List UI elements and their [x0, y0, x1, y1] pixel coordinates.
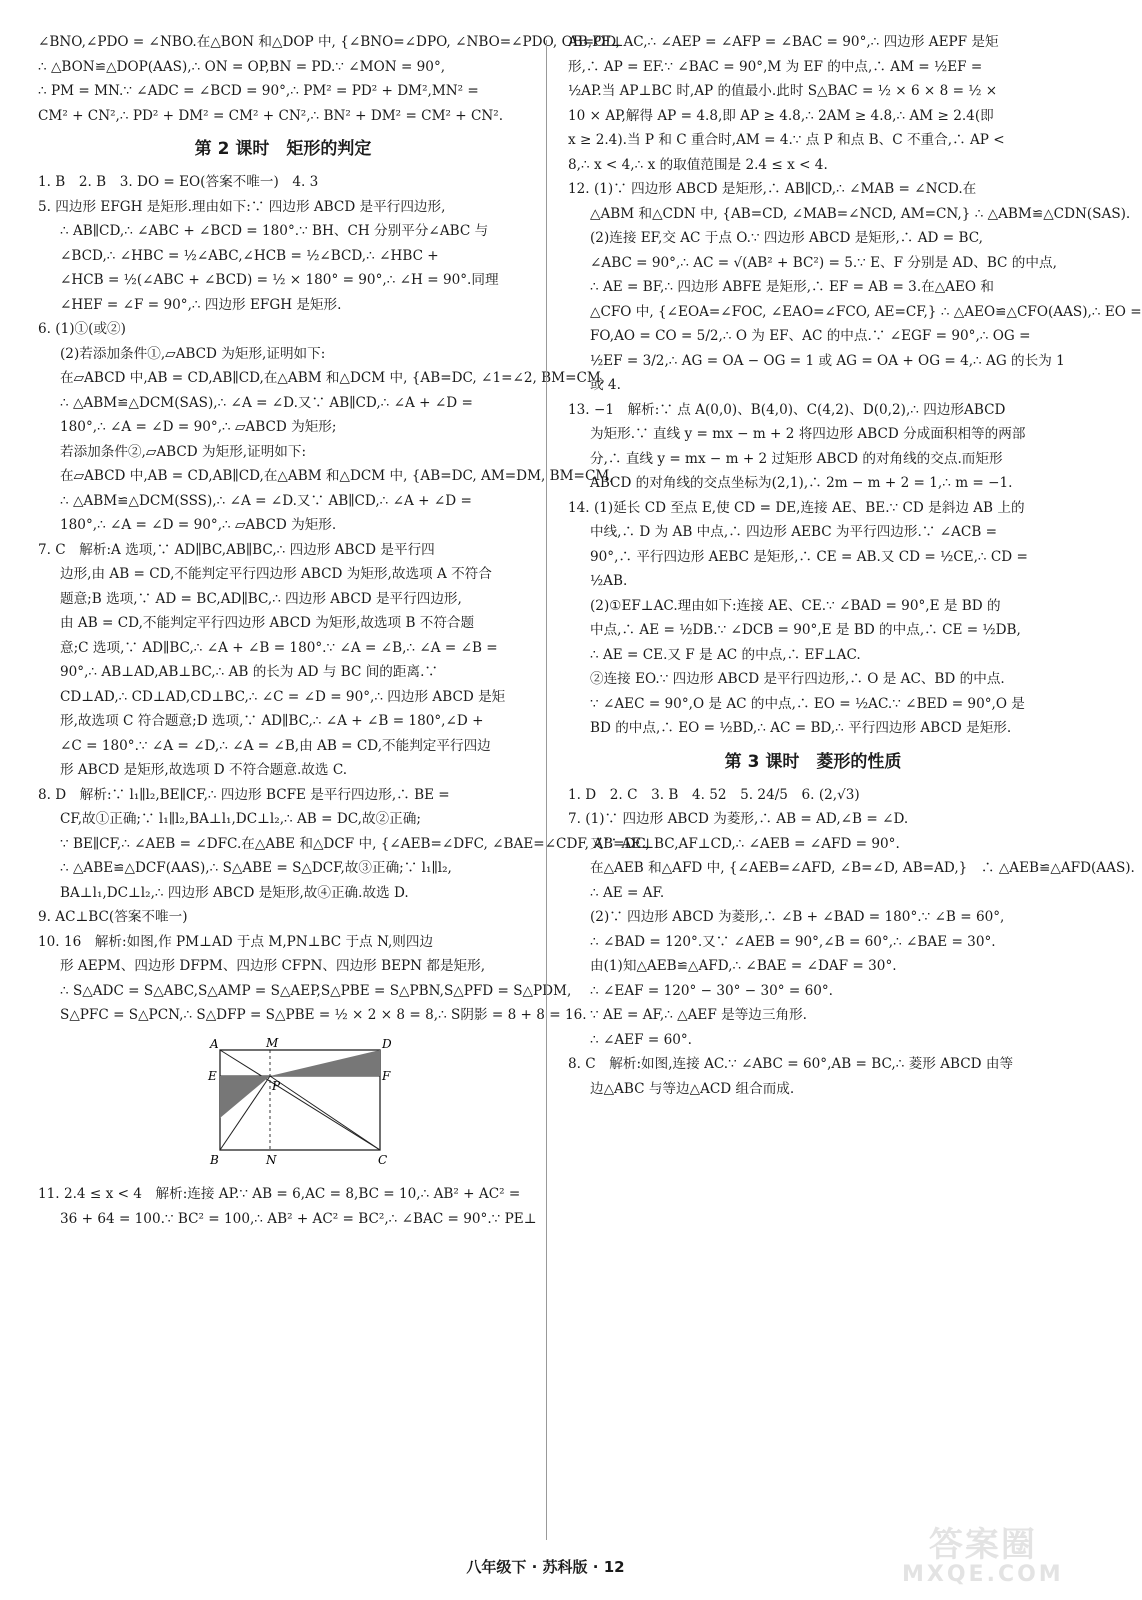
text-line: 若添加条件②,▱ABCD 为矩形,证明如下:	[60, 443, 307, 460]
text-line: 5. 四边形 EFGH 是矩形.理由如下:∵ 四边形 ABCD 是平行四边形,	[38, 198, 446, 215]
text-line: 6. (1)①(或②)	[38, 321, 126, 337]
rectangle-figure	[208, 1035, 392, 1168]
text-line: BD 的中点,∴ EO = ½BD,∴ AC = BD,∴ 平行四边形 ABCD 是矩形.	[590, 720, 1012, 736]
text-line: 形 ABCD 是矩形,故选项 D 不符合题意.故选 C.	[60, 762, 348, 778]
text-line: ABCD 的对角线的交点坐标为(2,1),∴ 2m − m + 2 = 1,∴ m = −1.	[590, 475, 1013, 491]
text-line: 由 AB = CD,不能判定平行四边形 ABCD 为矩形,故选项 B 不符合题	[60, 615, 475, 631]
fig-label: M	[266, 1035, 279, 1050]
text-line: AB,PF⊥AC,∴ ∠AEP = ∠AFP = ∠BAC = 90°,∴ 四边形 AEPF 是矩	[568, 34, 999, 50]
text-line: 10. 16 解析:如图,作 PM⊥AD 于点 M,PN⊥BC 于点 N,则四边	[38, 933, 434, 950]
text-line: ∵ ∠AEC = 90°,O 是 AC 的中点,∴ EO = ½AC.∵ ∠BED = 90°,O 是	[590, 695, 1025, 712]
text-line: 中点,∴ AE = ½DB.∵ ∠DCB = 90°,E 是 BD 的中点,∴ CE = ½DB,	[590, 622, 1021, 638]
text-line: 在▱ABCD 中,AB = CD,AB∥CD,在△ABM 和△DCM 中, {AB=DC, ∠1=∠2, BM=CM,	[60, 370, 606, 386]
text-line: 1. D 2. C 3. B 4. 52 5. 24/5 6. (2,√3)	[568, 786, 860, 803]
text-line: ∴ △ABM≌△DCM(SAS),∴ ∠A = ∠D.又∵ AB∥CD,∴ ∠A + ∠D =	[60, 394, 473, 411]
text-line: 又∵ AE⊥BC,AF⊥CD,∴ ∠AEB = ∠AFD = 90°.	[590, 835, 900, 852]
text-line: BA⊥l₁,DC⊥l₂,∴ 四边形 ABCD 是矩形,故④正确.故选 D.	[60, 884, 409, 901]
text-line: 14. (1)延长 CD 至点 E,使 CD = DE,连接 AE、BE.∵ CD 是斜边 AB 上的	[568, 499, 1025, 516]
text-line: 边△ABC 与等边△ACD 组合而成.	[590, 1080, 795, 1097]
text-line: 90°,∴ 平行四边形 AEBC 是矩形,∴ CE = AB.又 CD = ½CE,∴ CD =	[590, 548, 1028, 565]
text-line: x ≥ 2.4).当 P 和 C 重合时,AM = 4.∵ 点 P 和点 B、C 不重合,∴ AP <	[568, 132, 1005, 148]
text-line: △CFO 中, {∠EOA=∠FOC, ∠EAO=∠FCO, AE=CF,} ∴ △AEO≌△CFO(AAS),∴ EO =	[590, 303, 1142, 320]
text-line: CM² + CN²,∴ PD² + DM² = CM² + CN²,∴ BN² + DM² = CM² + CN².	[38, 107, 504, 124]
text-line: ∴ PM = MN.∵ ∠ADC = ∠BCD = 90°,∴ PM² = PD² + DM²,MN² =	[38, 83, 479, 99]
page-footer: 八年级下 · 苏科版 · 12	[466, 1558, 625, 1576]
text-line: ②连接 EO.∵ 四边形 ABCD 是平行四边形,∴ O 是 AC、BD 的中点.	[590, 671, 1005, 687]
text-line: ∠ABC = 90°,∴ AC = √(AB² + BC²) = 5.∵ E、F 分别是 AD、BC 的中点,	[590, 254, 1057, 271]
text-line: 7. (1)∵ 四边形 ABCD 为菱形,∴ AB = AD,∠B = ∠D.	[568, 811, 909, 827]
column-divider	[546, 40, 547, 1540]
text-line: ∴ AE = CE.又 F 是 AC 的中点,∴ EF⊥AC.	[590, 646, 861, 663]
text-line: ∴ △BON≌△DOP(AAS),∴ ON = OP,BN = PD.∵ ∠MON = 90°,	[38, 58, 446, 75]
watermark	[902, 1525, 1064, 1590]
text-line: 形,∴ AP = EF.∵ ∠BAC = 90°,M 为 EF 的中点,∴ AM = ½EF =	[568, 58, 983, 75]
fig-label: F	[382, 1068, 391, 1083]
text-line: ∵ AE = AF,∴ △AEF 是等边三角形.	[590, 1007, 807, 1023]
text-line: ∠HEF = ∠F = 90°,∴ 四边形 EFGH 是矩形.	[60, 296, 342, 313]
text-line: 1. B 2. B 3. DO = EO(答案不唯一) 4. 3	[38, 174, 319, 190]
text-line: ∠HCB = ½(∠ABC + ∠BCD) = ½ × 180° = 90°,∴ ∠H = 90°.同理	[60, 272, 499, 288]
text-line: 边形,由 AB = CD,不能判定平行四边形 ABCD 为矩形,故选项 A 不符合	[60, 566, 492, 582]
text-line: ∴ AE = AF.	[590, 884, 665, 901]
text-line: ∴ S△ADC = S△ABC,S△AMP = S△AEP,S△PBE = S△PBN,S△PFD = S△PDM,	[60, 982, 572, 999]
fig-label: D	[382, 1036, 392, 1051]
watermark-url: MXQE.COM	[902, 1562, 1064, 1587]
text-line: ∴ ∠BAD = 120°.又∵ ∠AEB = 90°,∠B = 60°,∴ ∠BAE = 30°.	[590, 933, 996, 950]
text-line: ∠BNO,∠PDO = ∠NBO.在△BON 和△DOP 中, {∠BNO=∠DPO, ∠NBO=∠PDO, OB=OD,	[38, 34, 620, 50]
text-line: 8,∴ x < 4,∴ x 的取值范围是 2.4 ≤ x < 4.	[568, 156, 828, 173]
watermark-text: 答案圈	[928, 1525, 1037, 1565]
text-line: ½AP.当 AP⊥BC 时,AP 的值最小.此时 S△BAC = ½ × 6 × 8 = ½ ×	[568, 83, 998, 99]
fig-label: P	[272, 1078, 281, 1093]
text-line: (2)若添加条件①,▱ABCD 为矩形,证明如下:	[60, 345, 326, 362]
fig-label: N	[266, 1152, 277, 1167]
text-line: 90°,∴ AB⊥AD,AB⊥BC,∴ AB 的长为 AD 与 BC 间的距离.∵	[60, 664, 439, 680]
text-line: CF,故①正确;∵ l₁∥l₂,BA⊥l₁,DC⊥l₂,∴ AB = DC,故②正确;	[60, 811, 421, 827]
section-heading: 第 3 课时 菱形的性质	[724, 751, 902, 772]
text-line: ∴ ∠AEF = 60°.	[590, 1031, 692, 1048]
text-line: 由(1)知△AEB≌△AFD,∴ ∠BAE = ∠DAF = 30°.	[590, 958, 897, 974]
text-line: 8. C 解析:如图,连接 AC.∵ ∠ABC = 60°,AB = BC,∴ 菱形 ABCD 由等	[568, 1056, 1014, 1072]
text-line: ∴ AB∥CD,∴ ∠ABC + ∠BCD = 180°.∵ BH、CH 分别平分∠ABC 与	[60, 223, 489, 239]
text-line: (2)①EF⊥AC.理由如下:连接 AE、CE.∵ ∠BAD = 90°,E 是 BD 的	[590, 597, 1001, 614]
text-line: 12. (1)∵ 四边形 ABCD 是矩形,∴ AB∥CD,∴ ∠MAB = ∠NCD.在	[568, 181, 977, 197]
text-line: 为矩形.∵ 直线 y = mx − m + 2 将四边形 ABCD 分成面积相等的两部	[590, 426, 1026, 442]
right-column	[568, 30, 1142, 1101]
section-heading: 第 2 课时 矩形的判定	[194, 139, 372, 159]
text-line: △ABM 和△CDN 中, {AB=CD, ∠MAB=∠NCD, AM=CN,} ∴ △ABM≌△CDN(SAS).	[590, 205, 1131, 222]
text-line: 7. C 解析:A 选项,∵ AD∥BC,AB∥BC,∴ 四边形 ABCD 是平行四	[38, 541, 435, 558]
text-line: 9. AC⊥BC(答案不唯一)	[38, 909, 188, 925]
text-line: ∵ BE∥CF,∴ ∠AEB = ∠DFC.在△ABE 和△DCF 中, {∠AEB=∠DFC, ∠BAE=∠CDF, AB=DC,	[60, 835, 650, 852]
text-line: S△PFC = S△PCN,∴ S△DFP = S△PBE = ½ × 2 × 8 = 8,∴ S阴影 = 8 + 8 = 16.	[60, 1007, 587, 1023]
text-line: 中线,∴ D 为 AB 中点,∴ 四边形 AEBC 为平行四边形.∵ ∠ACB =	[590, 524, 998, 540]
text-line: 或 4.	[590, 377, 621, 393]
text-line: 题意;B 选项,∵ AD = BC,AD∥BC,∴ 四边形 ABCD 是平行四边形,	[60, 590, 462, 607]
text-line: 13. −1 解析:∵ 点 A(0,0)、B(4,0)、C(4,2)、D(0,2),∴ 四边形ABCD	[568, 401, 1006, 418]
text-line: CD⊥AD,∴ CD⊥AD,CD⊥BC,∴ ∠C = ∠D = 90°,∴ 四边形 ABCD 是矩	[60, 688, 506, 705]
text-line: 10 × AP,解得 AP = 4.8,即 AP ≥ 4.8,∴ 2AM ≥ 4.8,∴ AM ≥ 2.4(即	[568, 107, 994, 124]
text-line: 形 AEPM、四边形 DFPM、四边形 CFPN、四边形 BEPN 都是矩形,	[60, 958, 486, 974]
text-line: 在▱ABCD 中,AB = CD,AB∥CD,在△ABM 和△DCM 中, {AB=DC, AM=DM, BM=CM,	[60, 468, 614, 484]
text-line: ∴ AE = BF,∴ 四边形 ABFE 是矩形,∴ EF = AB = 3.在△AEO 和	[590, 279, 994, 295]
text-line: 意;C 选项,∵ AD∥BC,∴ ∠A + ∠B = 180°.∵ ∠A = ∠B,∴ ∠A = ∠B =	[60, 639, 498, 656]
text-line: ∴ △ABE≌△DCF(AAS),∴ S△ABE = S△DCF,故③正确;∵ l₁∥l₂,	[60, 860, 452, 876]
fig-label: B	[210, 1152, 219, 1167]
text-line: ∠C = 180°.∵ ∠A = ∠D,∴ ∠A = ∠B,由 AB = CD,不能判定平行四边	[60, 737, 491, 754]
text-line: (2)∵ 四边形 ABCD 为菱形,∴ ∠B + ∠BAD = 180°.∵ ∠B = 60°,	[590, 909, 1005, 925]
text-line: 11. 2.4 ≤ x < 4 解析:连接 AP.∵ AB = 6,AC = 8,BC = 10,∴ AB² + AC² =	[38, 1186, 521, 1202]
text-line: ∴ ∠EAF = 120° − 30° − 30° = 60°.	[590, 982, 834, 999]
text-line: 36 + 64 = 100.∵ BC² = 100,∴ AB² + AC² = BC²,∴ ∠BAC = 90°.∵ PE⊥	[60, 1210, 537, 1227]
text-line: (2)连接 EF,交 AC 于点 O.∵ 四边形 ABCD 是矩形,∴ AD = BC,	[590, 230, 983, 246]
text-line: 在△AEB 和△AFD 中, {∠AEB=∠AFD, ∠B=∠D, AB=AD,} ∴ △AEB≌△AFD(AAS).	[590, 860, 1135, 876]
text-line: ½AB.	[590, 573, 628, 589]
text-line: FO,AO = CO = 5/2,∴ O 为 EF、AC 的中点.∵ ∠EGF = 90°,∴ OG =	[590, 328, 1031, 344]
text-line: 180°,∴ ∠A = ∠D = 90°,∴ ▱ABCD 为矩形.	[60, 517, 337, 533]
text-line: 形,故选项 C 符合题意;D 选项,∵ AD∥BC,∴ ∠A + ∠B = 180°,∠D +	[60, 713, 484, 729]
text-line: 180°,∴ ∠A = ∠D = 90°,∴ ▱ABCD 为矩形;	[60, 419, 337, 435]
text-line: ½EF = 3/2,∴ AG = OA − OG = 1 或 AG = OA + OG = 4,∴ AG 的长为 1	[590, 352, 1065, 369]
text-line: 分,∴ 直线 y = mx − m + 2 过矩形 ABCD 的对角线的交点.而矩形	[590, 450, 1003, 467]
text-line: 8. D 解析:∵ l₁∥l₂,BE∥CF,∴ 四边形 BCFE 是平行四边形,∴ BE =	[38, 786, 450, 803]
text-line: ∴ △ABM≌△DCM(SSS),∴ ∠A = ∠D.又∵ AB∥CD,∴ ∠A + ∠D =	[60, 492, 472, 509]
fig-label: C	[378, 1152, 388, 1167]
fig-label: A	[210, 1036, 219, 1051]
fig-label: E	[208, 1068, 217, 1083]
text-line: ∠BCD,∴ ∠HBC = ½∠ABC,∠HCB = ½∠BCD,∴ ∠HBC +	[60, 247, 439, 264]
